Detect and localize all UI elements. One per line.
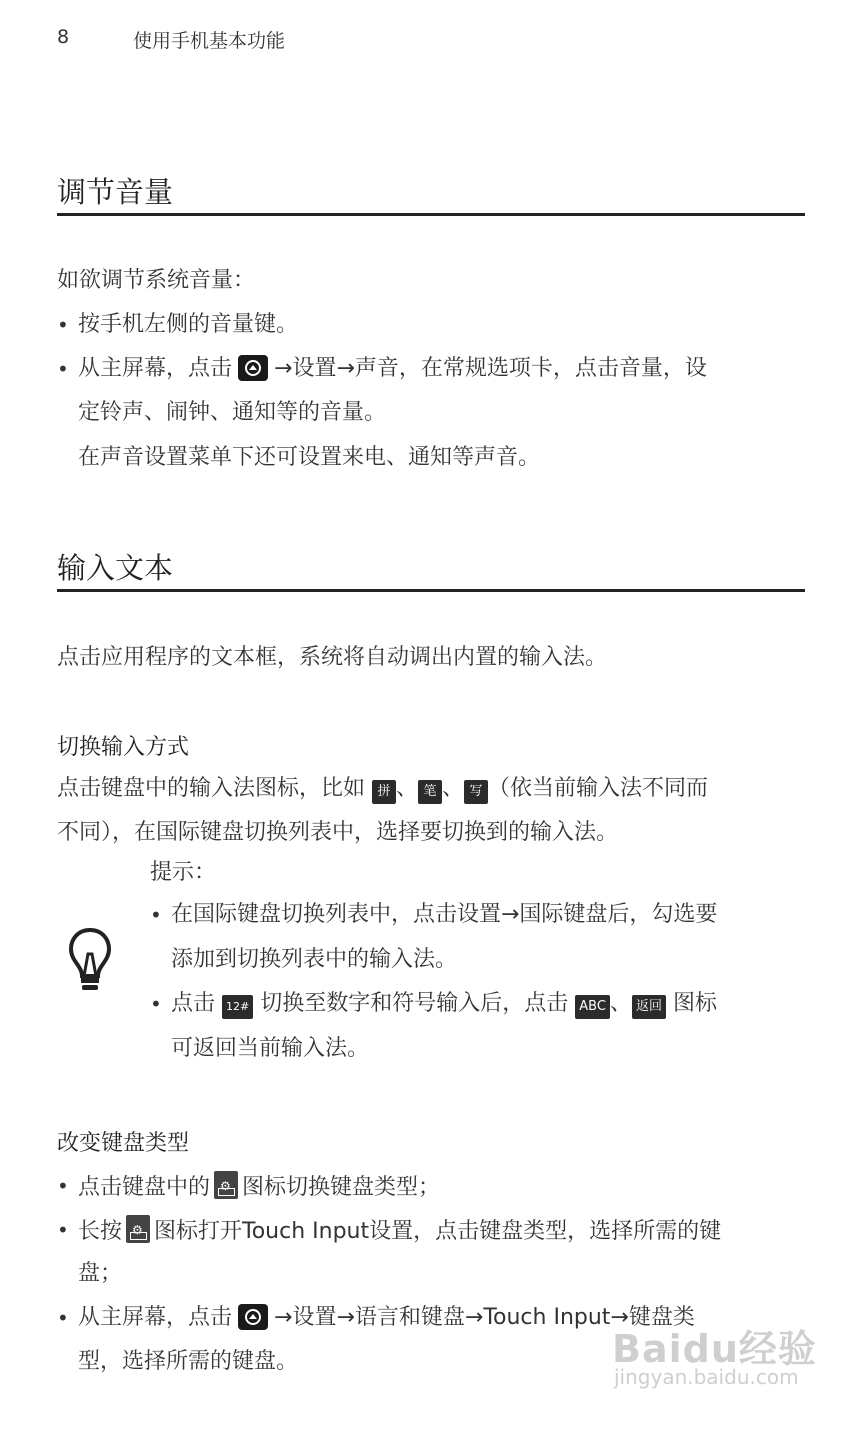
text-fragment: （依当前输入法不同而 [488,776,709,801]
pinyin-key-icon: 拼 [372,780,396,804]
home-icon [238,355,268,381]
text-fragment: 点击 [171,991,216,1016]
keyboard-bullet-3-line2: 型，选择所需的键盘。 [78,1349,299,1374]
volume-bullet-2-line2: 定铃声、闹钟、通知等的音量。 [78,400,387,425]
tip-2-line-2: 可返回当前输入法。 [171,1036,370,1061]
text-fragment: 图标切换键盘类型； [242,1175,441,1200]
text-fragment: 点击键盘中的输入法图标，比如 [57,776,366,801]
separator: 、 [442,776,465,801]
bullet-marker: • [57,313,69,337]
volume-bullet-2 [78,354,707,384]
subsection-title-switch: 切换输入方式 [57,735,190,760]
bihua-key-icon: 笔 [418,780,442,804]
text-fragment: 长按 [78,1219,123,1244]
section-divider [57,213,805,216]
switch-line-1 [57,774,708,804]
keyboard-bullet-1 [78,1171,440,1203]
numeric-key-icon: 12# [222,995,253,1019]
bullet-marker: • [57,357,69,381]
bullet-marker: • [57,1174,69,1198]
volume-bullet-2-line3: 在声音设置菜单下还可设置来电、通知等声音。 [78,445,541,470]
switch-line-2: 不同），在国际键盘切换列表中，选择要切换到的输入法。 [57,820,619,845]
tip-label: 提示： [150,860,217,885]
separator: 、 [396,776,419,801]
home-icon [238,1304,268,1330]
volume-intro: 如欲调节系统音量： [57,268,256,293]
separator: 、 [609,991,632,1016]
keyboard-bullet-2 [78,1215,721,1247]
lightbulb-icon [66,926,114,994]
text-fragment: 图标打开Touch Input设置，点击键盘类型，选择所需的键 [154,1219,722,1244]
bullet-marker: • [57,1306,69,1330]
tip-2-line-1 [171,989,717,1019]
bullet-marker: • [150,992,162,1016]
keyboard-bullet-3 [78,1303,695,1333]
handwrite-key-icon: 写 [464,780,488,804]
keyboard-bullet-2-line2: 盘； [78,1261,123,1286]
section-divider [57,589,805,592]
gear-keyboard-icon [214,1171,238,1199]
subsection-title-keyboard: 改变键盘类型 [57,1131,190,1156]
chapter-title: 使用手机基本功能 [133,30,286,52]
page-number: 8 [57,26,70,48]
section-title-volume: 调节音量 [57,175,174,209]
tip-1-line-1: 在国际键盘切换列表中，点击设置→国际键盘后，勾选要 [171,902,718,927]
bullet-marker: • [57,1218,69,1242]
baidu-watermark-url: jingyan.baidu.com [614,1365,799,1389]
abc-key-icon: ABC [575,995,610,1019]
text-fragment: 从主屏幕，点击 [78,1305,233,1330]
volume-bullet-1: 按手机左侧的音量键。 [78,312,299,337]
text-fragment: 图标 [672,991,717,1016]
text-fragment: 点击键盘中的 [78,1175,211,1200]
back-key-icon: 返回 [632,995,666,1019]
tip-1-line-2: 添加到切换列表中的输入法。 [171,947,458,972]
bullet-marker: • [150,903,162,927]
text-input-intro: 点击应用程序的文本框，系统将自动调出内置的输入法。 [57,645,608,670]
text-fragment: 切换至数字和符号输入后，点击 [260,991,569,1016]
section-title-text-input: 输入文本 [57,551,174,585]
text-fragment: 从主屏幕，点击 [78,356,233,381]
gear-keyboard-icon [126,1215,150,1243]
baidu-watermark-logo: Baidu经验 [612,1327,817,1371]
text-fragment: →设置→语言和键盘→Touch Input→键盘类 [274,1305,695,1330]
text-fragment: →设置→声音，在常规选项卡，点击音量，设 [274,356,707,381]
